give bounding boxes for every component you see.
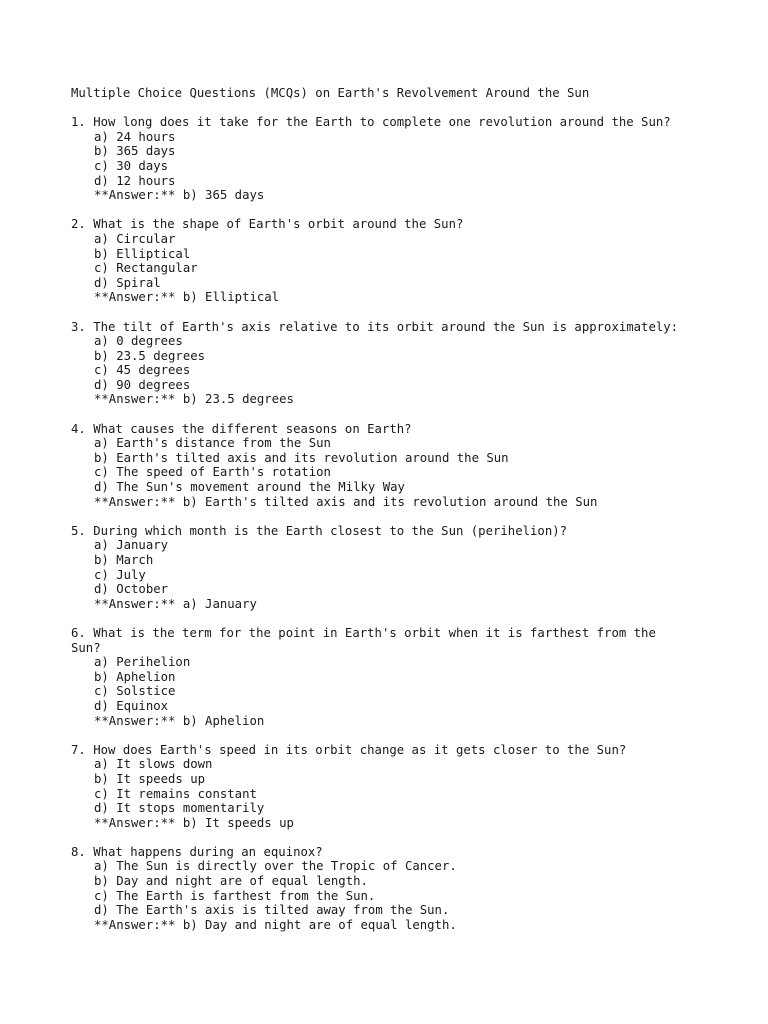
- answer-line: **Answer:** b) 23.5 degrees: [94, 392, 294, 407]
- option-c: c) The Earth is farthest from the Sun.: [94, 888, 376, 903]
- option-c: c) Solstice: [94, 684, 176, 699]
- answer-line: **Answer:** b) Elliptical: [94, 290, 280, 305]
- question-1: [71, 115, 711, 203]
- option-b: b) Day and night are of equal length.: [94, 874, 368, 889]
- question-text: 5. During which month is the Earth closest to the Sun (perihelion)?: [71, 523, 568, 538]
- question-text: 2. What is the shape of Earth's orbit around the Sun?: [71, 217, 464, 232]
- question-2: [71, 217, 711, 305]
- option-b: b) Earth's tilted axis and its revolution around the Sun: [94, 450, 509, 465]
- question-7: [71, 743, 711, 831]
- option-c: c) 45 degrees: [94, 363, 191, 378]
- question-text: 8. What happens during an equinox?: [71, 844, 323, 859]
- option-c: c) Rectangular: [94, 261, 198, 276]
- option-a: a) 0 degrees: [94, 334, 183, 349]
- option-a: a) Perihelion: [94, 655, 191, 670]
- question-6: [71, 626, 711, 728]
- question-text: 3. The tilt of Earth's axis relative to its orbit around the Sun is approximately:: [71, 319, 679, 334]
- option-a: a) Circular: [94, 231, 176, 246]
- answer-line: **Answer:** b) Day and night are of equal length.: [94, 917, 457, 932]
- document-page: [71, 86, 711, 947]
- answer-line: **Answer:** a) January: [94, 596, 257, 611]
- option-a: a) January: [94, 538, 169, 553]
- answer-line: **Answer:** b) 365 days: [94, 188, 265, 203]
- option-b: b) It speeds up: [94, 771, 206, 786]
- option-c: c) The speed of Earth's rotation: [94, 465, 331, 480]
- question-text: 1. How long does it take for the Earth to complete one revolution around the Sun?: [71, 115, 671, 130]
- option-b: b) 23.5 degrees: [94, 348, 206, 363]
- option-d: d) Equinox: [94, 698, 169, 713]
- option-d: d) The Sun's movement around the Milky Way: [94, 480, 405, 495]
- option-d: d) 90 degrees: [94, 377, 191, 392]
- option-c: c) July: [94, 567, 146, 582]
- question-3: [71, 320, 711, 408]
- question-text: 7. How does Earth's speed in its orbit change as it gets closer to the Sun?: [71, 742, 627, 757]
- option-d: d) October: [94, 582, 169, 597]
- option-a: a) 24 hours: [94, 129, 176, 144]
- option-d: d) It stops momentarily: [94, 801, 265, 816]
- question-5: [71, 524, 711, 612]
- option-a: a) Earth's distance from the Sun: [94, 436, 331, 451]
- answer-line: **Answer:** b) It speeds up: [94, 815, 294, 830]
- question-4: [71, 422, 711, 510]
- question-text: 4. What causes the different seasons on Earth?: [71, 421, 412, 436]
- option-d: d) Spiral: [94, 275, 161, 290]
- option-b: b) Elliptical: [94, 246, 191, 261]
- option-a: a) The Sun is directly over the Tropic of Cancer.: [94, 859, 457, 874]
- option-d: d) The Earth's axis is tilted away from the Sun.: [94, 903, 450, 918]
- option-c: c) 30 days: [94, 158, 169, 173]
- question-text: 6. What is the term for the point in Earth's orbit when it is farthest from the Sun?: [71, 625, 656, 655]
- question-8: [71, 845, 711, 933]
- document-title: Multiple Choice Questions (MCQs) on Earth's Revolvement Around the Sun: [71, 86, 590, 100]
- answer-line: **Answer:** b) Aphelion: [94, 713, 265, 728]
- option-b: b) March: [94, 553, 154, 567]
- option-b: b) 365 days: [94, 144, 176, 159]
- option-c: c) It remains constant: [94, 786, 257, 801]
- answer-line: **Answer:** b) Earth's tilted axis and its revolution around the Sun: [94, 494, 598, 509]
- option-a: a) It slows down: [94, 757, 213, 772]
- option-d: d) 12 hours: [94, 173, 176, 188]
- option-b: b) Aphelion: [94, 669, 176, 684]
